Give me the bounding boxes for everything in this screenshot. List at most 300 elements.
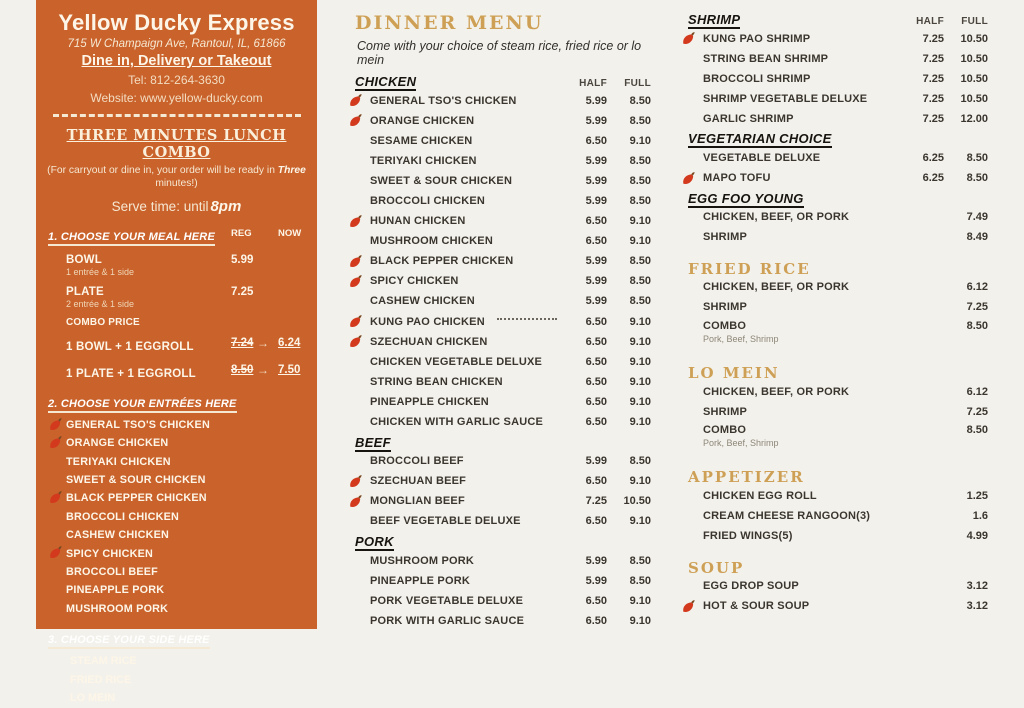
menu-item xyxy=(370,295,475,308)
price-half: 5.99 xyxy=(585,554,607,567)
price-half: 5.99 xyxy=(585,114,607,127)
serve-time-value: 8pm xyxy=(210,197,242,215)
menu-item-row xyxy=(688,49,988,69)
menu-item-row xyxy=(688,298,988,318)
menu-item xyxy=(703,580,799,593)
lunch-entree-name: PINEAPPLE PORK xyxy=(66,584,165,597)
price-full: 9.10 xyxy=(629,416,651,429)
menu-item xyxy=(703,490,817,503)
price-full: 9.10 xyxy=(629,355,651,368)
menu-item-row xyxy=(355,191,651,211)
menu-item-name: EGG DROP SOUP xyxy=(703,580,799,593)
price-full: 10.50 xyxy=(960,52,988,65)
lunch-entree-name: GENERAL TSO'S CHICKEN xyxy=(66,418,210,431)
service-options: Dine in, Delivery or Takeout xyxy=(81,53,272,69)
menu-item-name: COMBO xyxy=(703,320,747,333)
menu-item-row xyxy=(355,171,651,191)
menu-item-row xyxy=(355,252,651,272)
menu-item-name: CHICKEN, BEEF, OR PORK xyxy=(703,385,850,398)
menu-item xyxy=(370,555,474,568)
menu-item xyxy=(370,416,543,429)
chili-pepper-icon xyxy=(348,314,364,330)
menu-item-name: SHRIMP VEGETABLE DELUXE xyxy=(703,92,868,105)
menu-item-row xyxy=(688,278,988,298)
menu-item-name: CHICKEN, BEEF, OR PORK xyxy=(703,211,850,224)
price-half: 5.99 xyxy=(585,154,607,167)
step3-header-row xyxy=(36,630,317,648)
menu-item-row xyxy=(355,392,651,412)
menu-item xyxy=(370,275,459,288)
meal-name: PLATE xyxy=(66,285,104,298)
lunch-side-item xyxy=(36,671,317,690)
price-half: 6.50 xyxy=(585,355,607,368)
price-half: 6.50 xyxy=(585,475,607,488)
price-full: 8.49 xyxy=(966,231,988,244)
lunch-side-item xyxy=(36,689,317,708)
menu-item-row xyxy=(355,551,651,571)
menu-item-name: KUNG PAO SHRIMP xyxy=(703,32,811,45)
menu-item xyxy=(370,396,489,409)
combo-old-price: 7.24 xyxy=(231,336,254,349)
menu-item-note: Pork, Beef, Shrimp xyxy=(703,334,779,345)
menu-item-name: HUNAN CHICKEN xyxy=(370,215,466,228)
menu-item-name: MONGLIAN BEEF xyxy=(370,495,465,508)
menu-item xyxy=(703,73,811,86)
menu-item xyxy=(703,424,779,448)
menu-item-name: SHRIMP xyxy=(703,405,747,418)
lunch-entree-name: SPICY CHICKEN xyxy=(66,547,153,560)
lunch-entree-name: CASHEW CHICKEN xyxy=(66,529,169,542)
chili-pepper-icon xyxy=(48,545,64,561)
menu-item xyxy=(703,530,793,543)
menu-item-note: Pork, Beef, Shrimp xyxy=(703,438,779,449)
menu-section-heading: APPETIZER xyxy=(688,468,805,487)
menu-item-name: PORK VEGETABLE DELUXE xyxy=(370,594,524,607)
full-column-header: FULL xyxy=(624,78,651,89)
menu-item xyxy=(370,195,485,208)
price-half: 6.50 xyxy=(585,614,607,627)
lunch-side-name: STEAM RICE xyxy=(70,655,137,668)
menu-item-row xyxy=(355,611,651,631)
price-half: 5.99 xyxy=(585,94,607,107)
price-half: 7.25 xyxy=(585,495,607,508)
menu-item-name: BROCCOLI CHICKEN xyxy=(370,195,486,208)
price-half: 6.50 xyxy=(585,395,607,408)
price-full: 8.50 xyxy=(629,275,651,288)
chili-pepper-icon xyxy=(48,490,64,506)
menu-section-header-row xyxy=(688,252,988,278)
reg-column-header: REG xyxy=(231,227,252,239)
menu-item-row xyxy=(688,29,988,49)
menu-item-row xyxy=(688,402,988,422)
menu-sections-center xyxy=(355,74,651,631)
price-full: 9.10 xyxy=(629,315,651,328)
price-full: 3.12 xyxy=(966,600,988,613)
entree-choices-list xyxy=(36,416,317,618)
menu-item-name: VEGETABLE DELUXE xyxy=(703,152,821,165)
half-column-header: HALF xyxy=(916,16,944,27)
price-half: 5.99 xyxy=(585,455,607,468)
menu-section-heading: EGG FOO YOUNG xyxy=(688,190,804,206)
serve-time-label: Serve time: until xyxy=(111,198,209,214)
price-full: 8.50 xyxy=(629,255,651,268)
menu-item-row xyxy=(355,272,651,292)
lunch-entree-name: ORANGE CHICKEN xyxy=(66,437,169,450)
menu-item xyxy=(703,113,794,126)
menu-item-row xyxy=(688,89,988,109)
menu-item xyxy=(370,316,485,329)
chili-pepper-icon xyxy=(348,93,364,109)
menu-item-name: BLACK PEPPER CHICKEN xyxy=(370,255,514,268)
menu-item-row xyxy=(688,228,988,248)
dinner-menu-title: DINNER MENU xyxy=(355,12,544,34)
lunch-entree-item xyxy=(36,453,317,471)
price-full: 6.12 xyxy=(966,385,988,398)
price-half: 6.50 xyxy=(585,215,607,228)
restaurant-name: Yellow Ducky Express xyxy=(58,10,295,35)
price-half: 5.99 xyxy=(585,195,607,208)
price-full: 10.50 xyxy=(960,72,988,85)
price-full: 8.50 xyxy=(966,320,988,333)
price-full: 8.50 xyxy=(629,574,651,587)
meal-row-bowl xyxy=(36,254,317,277)
menu-item-row xyxy=(688,109,988,129)
menu-item-name: CHICKEN EGG ROLL xyxy=(703,489,817,502)
menu-right-column xyxy=(688,10,988,617)
menu-item-name: SHRIMP xyxy=(703,301,747,314)
price-half: 7.25 xyxy=(922,92,944,105)
menu-item-row xyxy=(688,148,988,168)
price-full: 9.10 xyxy=(629,515,651,528)
lunch-entree-item xyxy=(36,489,317,507)
menu-item-name: SHRIMP xyxy=(703,231,747,244)
price-full: 9.10 xyxy=(629,375,651,388)
menu-item-name: SPICY CHICKEN xyxy=(370,275,459,288)
price-half: 6.50 xyxy=(585,315,607,328)
note-emphasis: Three xyxy=(277,165,306,176)
lunch-side-name: FRIED RICE xyxy=(70,673,132,686)
menu-item-row xyxy=(688,526,988,546)
lunch-entree-name: BLACK PEPPER CHICKEN xyxy=(66,492,207,505)
combo-row-bowl-eggroll xyxy=(36,337,317,355)
price-half: 7.25 xyxy=(922,52,944,65)
menu-item-name: STRING BEAN CHICKEN xyxy=(370,375,503,388)
price-full: 8.50 xyxy=(966,152,988,165)
menu-item xyxy=(703,33,810,46)
menu-item xyxy=(370,95,517,108)
note-text: (For carryout or dine in, your order will be ready in xyxy=(47,165,278,176)
menu-item-row xyxy=(355,472,651,492)
menu-item-name: CASHEW CHICKEN xyxy=(370,295,475,308)
combo-row-plate-eggroll xyxy=(36,364,317,382)
menu-item-row xyxy=(355,212,651,232)
menu-item xyxy=(370,175,512,188)
menu-item xyxy=(703,600,809,613)
combo-new-price: 6.24 xyxy=(278,336,301,349)
price-full: 4.99 xyxy=(966,529,988,542)
menu-item-row xyxy=(688,486,988,506)
menu-section-header-row xyxy=(355,534,651,551)
chili-pepper-icon xyxy=(348,334,364,350)
lunch-entree-name: TERIYAKI CHICKEN xyxy=(66,455,171,468)
half-column-header: HALF xyxy=(579,78,607,89)
menu-item-row xyxy=(355,571,651,591)
menu-item xyxy=(370,495,465,508)
price-full: 6.12 xyxy=(966,281,988,294)
menu-item-row xyxy=(355,492,651,512)
price-half: 5.99 xyxy=(585,574,607,587)
menu-sections-right xyxy=(688,12,988,617)
lunch-combo-title: THREE MINUTES LUNCH COMBO xyxy=(66,127,287,161)
dinner-menu-subtitle: Come with your choice of steam rice, fried rice or lo mein xyxy=(357,39,642,67)
menu-item-row xyxy=(688,382,988,402)
price-full: 1.25 xyxy=(966,489,988,502)
price-full: 8.50 xyxy=(629,154,651,167)
menu-item-name: FRIED WINGS(5) xyxy=(703,529,793,542)
price-half: 6.50 xyxy=(585,134,607,147)
menu-section-header-row xyxy=(688,356,988,382)
menu-item-name: CHICKEN, BEEF, OR PORK xyxy=(703,281,850,294)
dashed-divider xyxy=(53,114,301,117)
menu-item xyxy=(703,231,747,244)
price-half: 6.25 xyxy=(922,172,944,185)
price-half: 6.50 xyxy=(585,375,607,388)
lunch-entree-name: MUSHROOM PORK xyxy=(66,602,169,615)
menu-item xyxy=(703,320,779,344)
step1-heading: 1. CHOOSE YOUR MEAL HERE xyxy=(48,231,215,246)
menu-item xyxy=(703,53,828,66)
price-full: 10.50 xyxy=(960,92,988,105)
dot-leader xyxy=(497,318,557,320)
phone-number: Tel: 812-264-3630 xyxy=(128,73,225,87)
menu-section-heading: VEGETARIAN CHOICE xyxy=(688,131,832,147)
lunch-entree-item xyxy=(36,508,317,526)
menu-item xyxy=(370,336,487,349)
menu-item-name: GENERAL TSO'S CHICKEN xyxy=(370,94,517,107)
menu-item xyxy=(703,510,870,523)
menu-item-name: PINEAPPLE CHICKEN xyxy=(370,395,489,408)
price-full: 8.50 xyxy=(629,94,651,107)
menu-section-header-row xyxy=(688,551,988,577)
menu-item-row xyxy=(688,506,988,526)
lunch-entree-item xyxy=(36,600,317,618)
price-full: 3.12 xyxy=(966,580,988,593)
menu-item-name: KUNG PAO CHICKEN xyxy=(370,315,485,328)
menu-item-name: MUSHROOM PORK xyxy=(370,554,475,567)
price-full: 7.25 xyxy=(966,301,988,314)
price-full: 8.50 xyxy=(629,195,651,208)
menu-section-heading: PORK xyxy=(355,533,394,549)
menu-section-heading: FRIED RICE xyxy=(688,259,811,278)
lunch-entree-item xyxy=(36,544,317,562)
meal-name: BOWL xyxy=(66,253,102,266)
menu-item-row xyxy=(688,169,988,189)
menu-item-row xyxy=(688,69,988,89)
menu-section-header-row xyxy=(355,435,651,452)
menu-section-header-row xyxy=(688,131,988,148)
price-full: 8.50 xyxy=(966,424,988,437)
lunch-entree-name: BROCCOLI BEEF xyxy=(66,566,158,579)
price-half: 6.25 xyxy=(922,152,944,165)
meal-price: 7.25 xyxy=(231,285,254,298)
lunch-combo-sidebar xyxy=(36,0,317,705)
menu-item-row xyxy=(688,577,988,597)
menu-item-row xyxy=(355,512,651,532)
menu-item-row xyxy=(688,318,988,352)
menu-item-name: ORANGE CHICKEN xyxy=(370,114,475,127)
menu-item xyxy=(703,406,747,419)
chili-pepper-icon xyxy=(348,474,364,490)
chili-pepper-icon xyxy=(681,171,697,187)
menu-item xyxy=(370,215,466,228)
chili-pepper-icon xyxy=(348,214,364,230)
lunch-entree-item xyxy=(36,416,317,434)
menu-item xyxy=(703,281,849,294)
meal-description: 1 entrée & 1 side xyxy=(66,266,135,277)
step2-header-row xyxy=(36,394,317,412)
chili-pepper-icon xyxy=(348,113,364,129)
lunch-entree-item xyxy=(36,581,317,599)
price-full: 9.10 xyxy=(629,335,651,348)
chili-pepper-icon xyxy=(681,599,697,615)
menu-item-name: CHICKEN VEGETABLE DELUXE xyxy=(370,355,543,368)
menu-item xyxy=(370,115,474,128)
now-column-header: NOW xyxy=(278,227,302,239)
price-half: 5.99 xyxy=(585,174,607,187)
menu-item-name: BROCCOLI SHRIMP xyxy=(703,72,811,85)
dinner-menu-column xyxy=(355,12,651,631)
menu-item xyxy=(370,376,503,389)
combo-old-price: 8.50 xyxy=(231,363,254,376)
price-half: 7.25 xyxy=(922,72,944,85)
price-full: 7.49 xyxy=(966,211,988,224)
menu-section-header-row xyxy=(688,191,988,208)
menu-section-heading: SHRIMP xyxy=(688,12,741,27)
menu-item xyxy=(370,155,477,168)
lunch-side-name: LO MEIN xyxy=(70,692,115,705)
menu-item-name: CHICKEN WITH GARLIC SAUCE xyxy=(370,416,544,429)
combo-new-price: 7.50 xyxy=(278,363,301,376)
chili-pepper-icon xyxy=(348,254,364,270)
price-half: 6.50 xyxy=(585,594,607,607)
menu-item-name: SWEET & SOUR CHICKEN xyxy=(370,174,513,187)
step2-heading: 2. CHOOSE YOUR ENTRÉES HERE xyxy=(48,398,237,413)
serve-time xyxy=(36,198,317,215)
chili-pepper-icon xyxy=(48,417,64,433)
lunch-combo-note xyxy=(36,165,317,191)
menu-item xyxy=(703,93,867,106)
menu-item xyxy=(703,172,771,185)
menu-item xyxy=(703,301,747,314)
menu-item xyxy=(370,515,521,528)
menu-item-row xyxy=(688,422,988,456)
menu-item xyxy=(703,386,849,399)
lunch-entree-name: BROCCOLI CHICKEN xyxy=(66,510,179,523)
price-full: 7.25 xyxy=(966,405,988,418)
menu-item-name: BEEF VEGETABLE DELUXE xyxy=(370,515,521,528)
lunch-entree-item xyxy=(36,471,317,489)
menu-section-heading: LO MEIN xyxy=(688,364,780,383)
menu-item-row xyxy=(355,111,651,131)
meal-price: 5.99 xyxy=(231,253,254,266)
price-full: 8.50 xyxy=(966,172,988,185)
menu-item xyxy=(370,455,464,468)
arrow-icon: → xyxy=(257,362,269,377)
menu-item-row xyxy=(355,413,651,433)
lunch-side-item xyxy=(36,652,317,671)
lunch-entree-item xyxy=(36,563,317,581)
menu-item xyxy=(370,235,493,248)
website-url: Website: www.yellow-ducky.com xyxy=(90,91,263,105)
price-half: 6.50 xyxy=(585,416,607,429)
price-full: 9.10 xyxy=(629,614,651,627)
lunch-entree-item xyxy=(36,526,317,544)
meal-description: 2 entrée & 1 side xyxy=(66,298,135,309)
menu-item-name: SESAME CHICKEN xyxy=(370,134,473,147)
side-choices-list xyxy=(36,652,317,708)
menu-item-row xyxy=(355,352,651,372)
price-full: 8.50 xyxy=(629,455,651,468)
menu-item xyxy=(703,152,820,165)
price-half: 7.25 xyxy=(922,32,944,45)
note-text-end: minutes!) xyxy=(155,177,198,189)
price-full: 9.10 xyxy=(629,134,651,147)
menu-section-heading: CHICKEN xyxy=(355,74,417,89)
combo-name: 1 PLATE + 1 EGGROLL xyxy=(66,367,196,380)
combo-price-label: COMBO PRICE xyxy=(66,316,140,328)
menu-item-name: COMBO xyxy=(703,424,747,437)
price-full: 8.50 xyxy=(629,114,651,127)
price-full: 9.10 xyxy=(629,235,651,248)
price-full: 8.50 xyxy=(629,174,651,187)
price-full: 8.50 xyxy=(629,554,651,567)
menu-item-name: PORK WITH GARLIC SAUCE xyxy=(370,614,525,627)
meal-row-plate xyxy=(36,286,317,309)
menu-item-row xyxy=(355,292,651,312)
menu-item-name: PINEAPPLE PORK xyxy=(370,574,470,587)
menu-item-name: SZECHUAN CHICKEN xyxy=(370,335,488,348)
menu-item xyxy=(703,211,849,224)
price-half: 5.99 xyxy=(585,275,607,288)
price-half: 5.99 xyxy=(585,255,607,268)
menu-section-heading: SOUP xyxy=(688,558,745,577)
price-full: 1.6 xyxy=(972,509,988,522)
step3-heading: 3. CHOOSE YOUR SIDE HERE xyxy=(48,634,210,649)
price-half: 6.50 xyxy=(585,335,607,348)
arrow-icon: → xyxy=(257,335,269,350)
menu-section-header-row xyxy=(355,74,651,91)
price-full: 9.10 xyxy=(629,475,651,488)
menu-section-header-row xyxy=(688,460,988,486)
menu-item xyxy=(370,135,472,148)
menu-item-row xyxy=(355,332,651,352)
menu-item-row xyxy=(355,452,651,472)
menu-item xyxy=(370,475,466,488)
price-half: 6.50 xyxy=(585,235,607,248)
chili-pepper-icon xyxy=(681,31,697,47)
menu-item-row xyxy=(355,372,651,392)
menu-item-row xyxy=(355,312,651,332)
menu-item xyxy=(370,575,470,588)
menu-item-row xyxy=(688,208,988,228)
price-full: 9.10 xyxy=(629,215,651,228)
menu-item-name: HOT & SOUR SOUP xyxy=(703,600,810,613)
chili-pepper-icon xyxy=(348,274,364,290)
restaurant-address: 715 W Champaign Ave, Rantoul, IL, 61866 xyxy=(67,38,286,50)
price-half: 6.50 xyxy=(585,515,607,528)
lunch-entree-item xyxy=(36,434,317,452)
menu-item-row xyxy=(355,591,651,611)
